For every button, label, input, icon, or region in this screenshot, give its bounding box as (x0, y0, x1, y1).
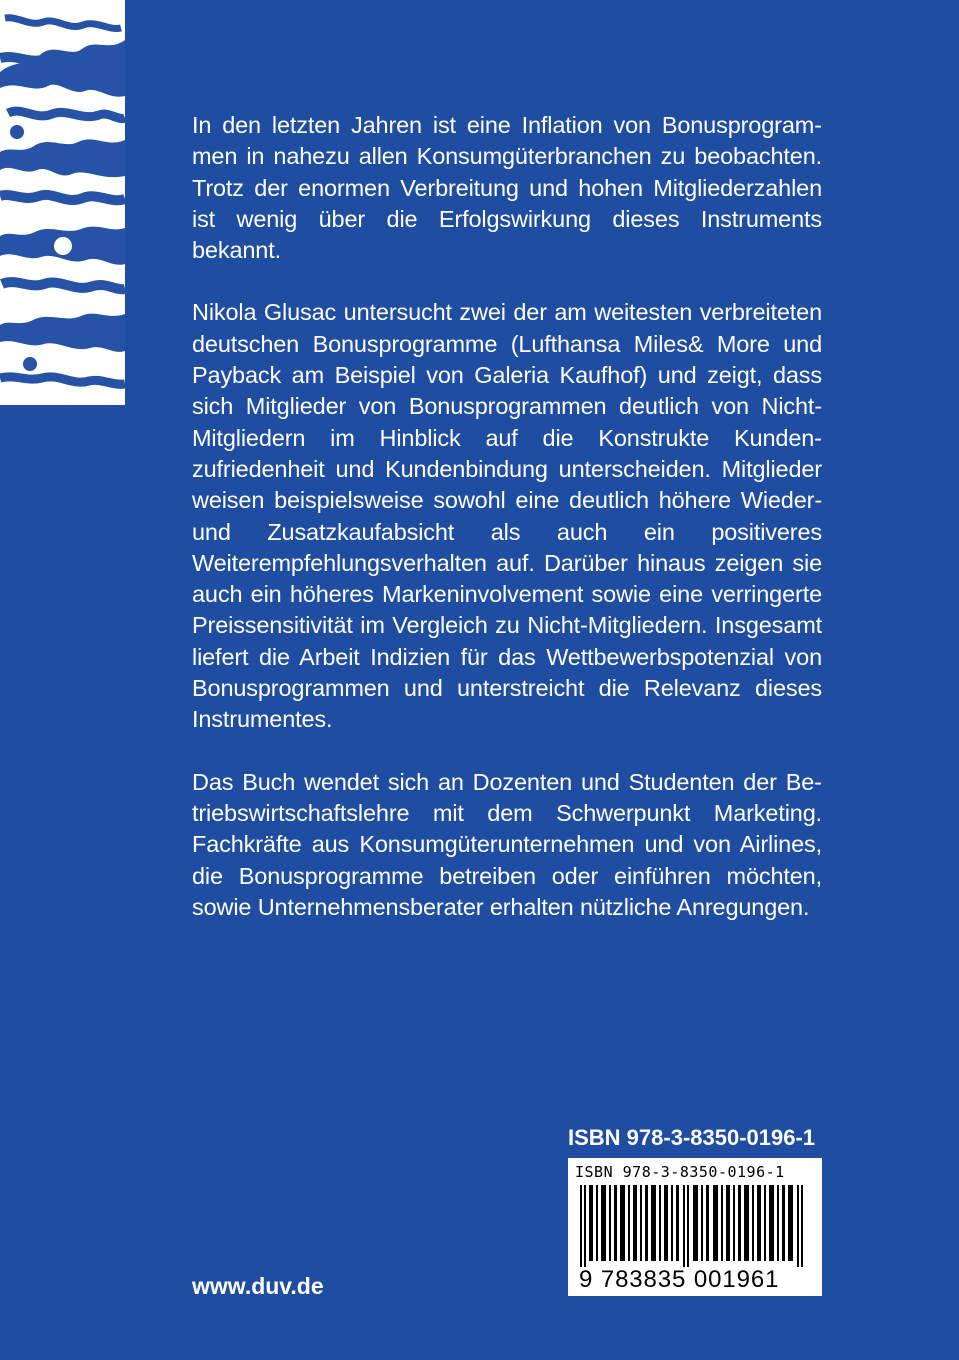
isbn-label: ISBN 978-3-8350-0196-1 (568, 1125, 816, 1150)
blurb-paragraph-1: In den letzten Jahren ist eine Inflation von Bonusprogrammen in nahezu allen Konsumgüterbranchen zu beobachten. Trotz der enormen Verbreitung und hohen Mitgliederzahlen ist wenig über die Erfolgswirkung dieses Instruments bekannt. (192, 112, 822, 264)
barcode-isbn-text: ISBN 978-3-8350-0196-1 (575, 1163, 785, 1181)
world-map-image (0, 0, 125, 405)
blurb-paragraph-2: Nikola Glusac untersucht zwei der am weitesten verbreiteten deutschen Bonusprogramme (Lufthansa Miles& More und Payback am Beispiel von Galeria Kaufhof) und zeigt, dass sich Mitglieder von Bonusprogrammen deutlich von Nicht-Mitgliedern im Hinblick auf die Konstrukte Kundenzufriedenheit und Kundenbindung unterscheiden. Mitglieder weisen beispielsweise sowohl eine deutlich höhere Wieder- und Zusatzkaufabsicht als auch ein positiveres Weiterempfehlungsverhalten auf. Darüber hinaus zeigen sie auch ein höheres Markeninvolvement sowie eine verringerte Preissensitivität im Vergleich zu Nicht-Mitgliedern. Insgesamt liefert die Arbeit Indizien für das Wettbewerbspotenzial von Bonusprogrammen und unterstreicht die Relevanz dieses Instrumentes. (192, 299, 822, 733)
blurb-paragraph-3: Das Buch wendet sich an Dozenten und Studenten der Betriebswirtschaftslehre mit dem Schwerpunkt Marketing. Fachkräfte aus Konsumgüterunternehmen und von Airlines, die Bonusprogramme betreiben oder einführen möchten, sowie Unternehmensberater erhalten nützliche Anregungen. (192, 768, 822, 920)
cover-map-image (0, 0, 125, 405)
barcode-icon (579, 1185, 811, 1267)
barcode-number: 9 783835 001961 (579, 1266, 780, 1293)
back-cover-blurb (192, 110, 822, 954)
barcode (568, 1158, 822, 1296)
publisher-website: www.duv.de (192, 1273, 324, 1299)
